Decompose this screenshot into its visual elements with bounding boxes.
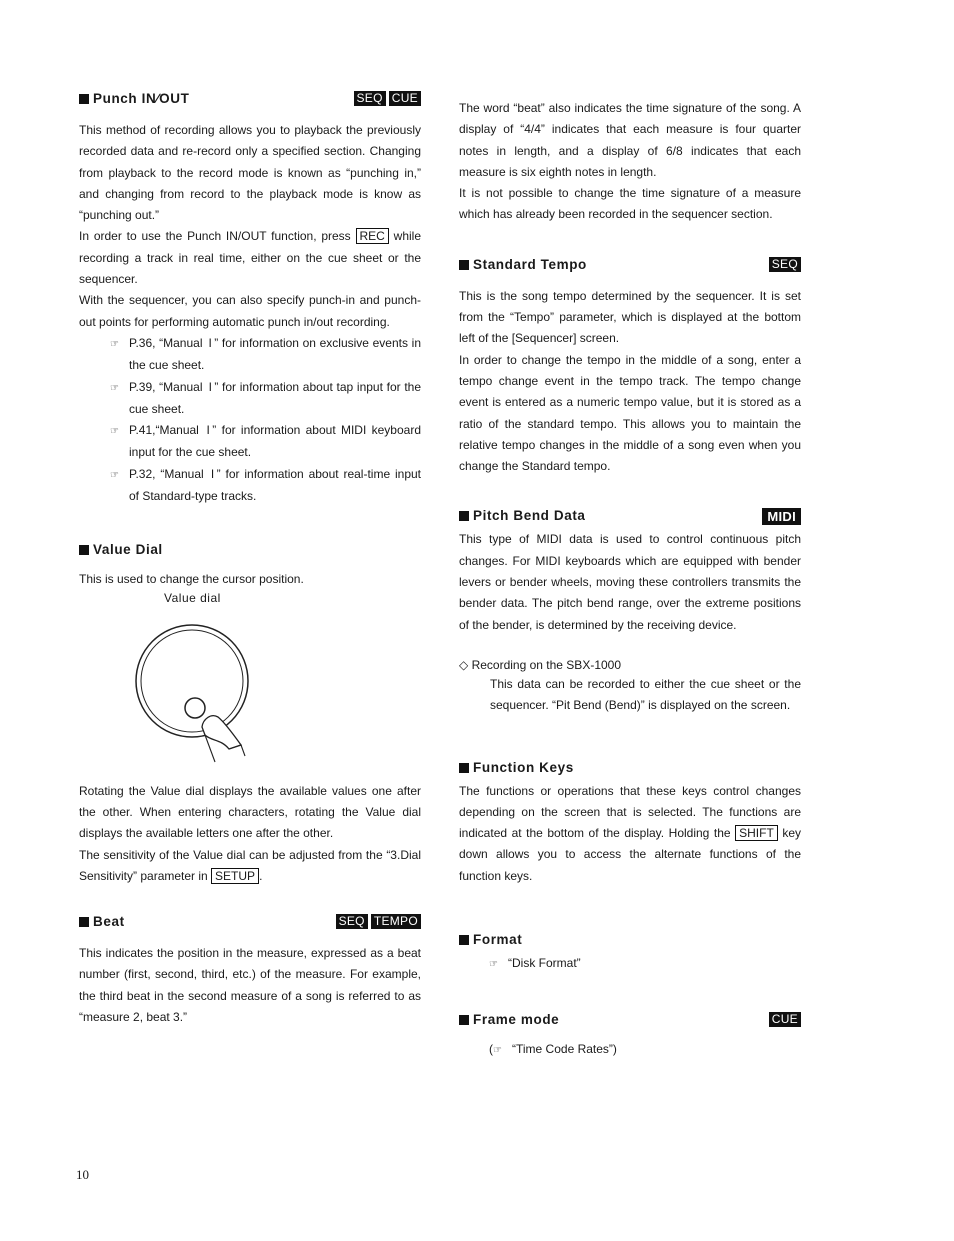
- function-keys-heading: [459, 759, 801, 781]
- format-ref: [459, 953, 801, 975]
- right-column: [459, 98, 801, 1062]
- pitch-bend-para-2: This data can be recorded to either the cue sheet or the sequencer. “Pit Bend (Bend)” is displayed on the screen.: [490, 676, 801, 713]
- punch-ref-4-text: P.32, “Manual I ” for information about real-time input of Standard-type tracks.: [129, 466, 421, 504]
- pointing-hand-icon: ☞: [489, 959, 498, 971]
- function-keys-title: Function Keys: [473, 759, 574, 775]
- setup-key: SETUP: [211, 868, 259, 884]
- bullet-square-icon: [459, 260, 469, 270]
- standard-tempo-tags: [769, 257, 801, 272]
- beat-heading: [79, 913, 421, 935]
- bullet-square-icon: [79, 917, 89, 927]
- tempo-tag: TEMPO: [371, 914, 421, 929]
- pitch-bend-tags: [762, 508, 801, 525]
- punch-ref-2: [79, 377, 421, 421]
- function-keys-text: The functions or operations that these keys control changes depending on the screen that is selected. The functions are indicated at the bottom of the display. Holding the: [459, 783, 801, 841]
- standard-tempo-heading: [459, 256, 801, 278]
- function-keys-para-1: [459, 781, 801, 887]
- pointing-hand-icon: ☞: [110, 469, 119, 481]
- value-dial-heading: [79, 541, 421, 563]
- bullet-square-icon: [459, 763, 469, 773]
- value-dial-figure-label: Value dial: [164, 590, 221, 605]
- punch-ref-3: [79, 420, 421, 464]
- punch-para-3: With the sequencer, you can also specify punch-in and punch-out points for performing automatic punch in/out recording.: [79, 293, 421, 329]
- frame-mode-title: Frame mode: [473, 1012, 560, 1028]
- beat-tags: [336, 914, 421, 929]
- left-column: [79, 90, 421, 1028]
- punch-title: Punch IN∕OUT: [93, 91, 190, 106]
- value-dial-para-3-text-b: .: [259, 868, 263, 883]
- seq-tag: SEQ: [354, 91, 386, 106]
- frame-mode-ref: [459, 1039, 801, 1061]
- value-dial-figure: [79, 591, 421, 771]
- value-dial-para-2: Rotating the Value dial displays the available values one after the other. When entering characters, rotating the Value dial displays the available letters one after the other.: [79, 783, 421, 841]
- shift-key: SHIFT: [735, 825, 778, 841]
- punch-ref-1: [79, 333, 421, 377]
- punch-ref-3-text: P.41,“Manual I ” for information about MIDI keyboard input for the cue sheet.: [129, 423, 421, 460]
- punch-para-2: [79, 226, 421, 290]
- diamond-icon: ◇: [459, 657, 469, 672]
- punch-para-2-text: In order to use the Punch IN/OUT function, press: [79, 229, 356, 244]
- bullet-square-icon: [459, 1015, 469, 1025]
- punch-ref-4: [79, 464, 421, 508]
- function-keys-text-b: key down allows you to access the alternate functions of the function keys.: [459, 826, 801, 883]
- beat-para-1: This indicates the position in the measure, expressed as a beat number (first, second, third, etc.) of the measure. For example, the third beat in the second measure of a song is referred to as “measure 2, beat 3.”: [79, 946, 421, 1025]
- beat-title: Beat: [93, 914, 125, 930]
- pitch-bend-para-1: This type of MIDI data is used to control continuous pitch changes. For MIDI keyboards which are equipped with bender levers or bender wheels, moving these controllers transmits the bender data. The pitch bend range, over the extreme positions of the bender, is determined by the receiving device.: [459, 532, 801, 632]
- bullet-square-icon: [459, 511, 469, 521]
- value-dial-title: Value Dial: [93, 542, 163, 558]
- value-dial-illustration-icon: [119, 609, 279, 774]
- midi-tag: MIDI: [762, 508, 801, 525]
- punch-para-1: This method of recording allows you to playback the previously recorded data and re-record only a specified section. Changing from playback to the record mode is known as “punching in,” and changing from record to the playback mode is know as “punching out.”: [79, 123, 421, 223]
- rec-key: REC: [356, 228, 389, 244]
- seq-tag: SEQ: [769, 257, 801, 272]
- punch-tags: [354, 91, 422, 106]
- punch-para-2-text-b: while recording a track in real time, either on the cue sheet or the sequencer.: [79, 229, 421, 287]
- value-dial-para-1: This is used to change the cursor position.: [79, 572, 304, 587]
- page-number: 10: [76, 1167, 89, 1182]
- bullet-square-icon: [459, 935, 469, 945]
- standard-tempo-para-1: This is the song tempo determined by the sequencer. It is set from the “Tempo” parameter, which is displayed at the bottom left of the [Sequencer] screen.: [459, 288, 801, 346]
- value-dial-para-3: [79, 845, 421, 888]
- bullet-square-icon: [79, 545, 89, 555]
- frame-mode-ref-paren: (: [489, 1042, 493, 1057]
- bullet-square-icon: [79, 94, 89, 104]
- pitch-bend-title: Pitch Bend Data: [473, 508, 586, 524]
- frame-mode-ref-text: “Time Code Rates”): [512, 1042, 617, 1057]
- format-title: Format: [473, 932, 523, 948]
- pitch-bend-sub-text: Recording on the SBX-1000: [471, 657, 622, 672]
- format-heading: [459, 931, 801, 953]
- standard-tempo-title: Standard Tempo: [473, 256, 587, 272]
- punch-ref-2-text: P.39, “Manual I ” for information about tap input for the cue sheet.: [129, 379, 421, 416]
- pointing-hand-icon: ☞: [110, 338, 119, 350]
- pitch-bend-sub-heading: [459, 658, 801, 672]
- pointing-hand-icon: ☞: [110, 382, 119, 394]
- seq-tag: SEQ: [336, 914, 368, 929]
- punch-ref-1-text: P.36, “Manual I ” for information on exclusive events in the cue sheet.: [129, 335, 421, 373]
- frame-mode-heading: [459, 1011, 801, 1033]
- standard-tempo-para-2: In order to change the tempo in the middle of a song, enter a tempo change event in the tempo track. The tempo change event is entered as a numeric tempo value, but it is stored as a ratio of the standard tempo. This allows you to maintain the relative tempo changes in the middle of a song even when you change the Standard tempo.: [459, 352, 801, 474]
- cue-tag: CUE: [769, 1012, 801, 1027]
- value-dial-para-3-text: The sensitivity of the Value dial can be adjusted from the “3.Dial Sensitivity” parameter in: [79, 847, 421, 883]
- frame-mode-tags: [769, 1012, 801, 1027]
- beat-cont-para-2: It is not possible to change the time signature of a measure which has already been recorded in the sequencer section.: [459, 186, 801, 222]
- beat-cont-para-1: The word “beat” also indicates the time signature of the song. A display of “4/4” indicates that each measure is four quarter notes in length, and a display of 6/8 indicates that each measure is six eighth notes in length.: [459, 101, 801, 179]
- punch-heading: [79, 90, 421, 112]
- pitch-bend-heading: [459, 507, 801, 529]
- cue-tag: CUE: [389, 91, 421, 106]
- pointing-hand-icon: ☞: [110, 426, 119, 438]
- format-ref-text: “Disk Format”: [508, 956, 581, 971]
- pointing-hand-icon: ☞: [493, 1045, 502, 1057]
